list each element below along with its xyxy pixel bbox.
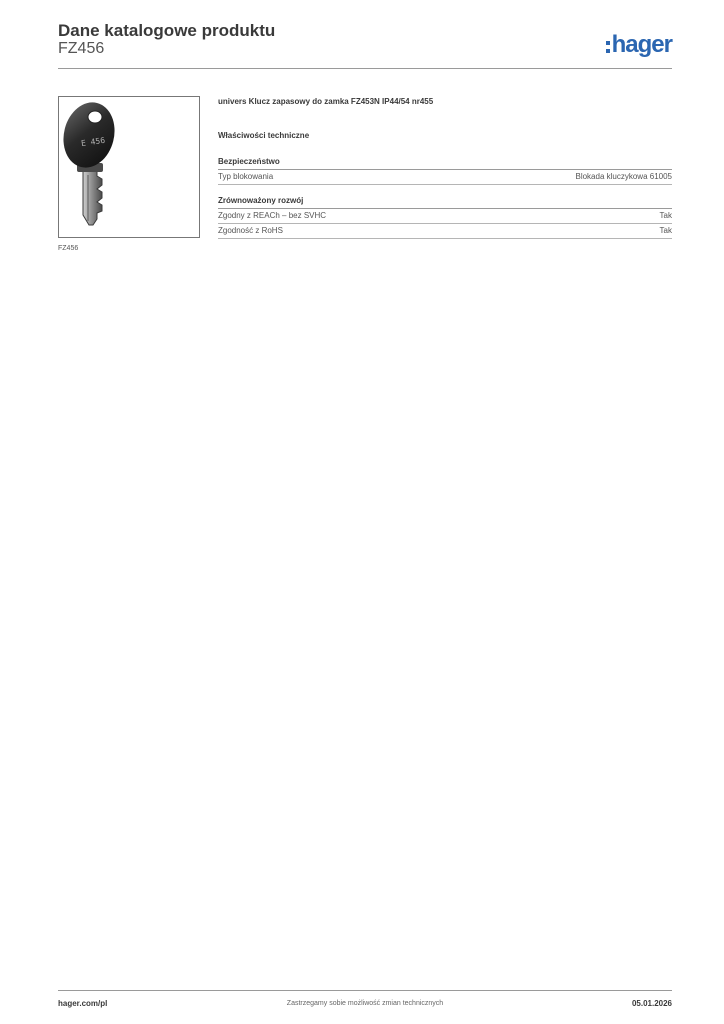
- spec-row: [218, 170, 672, 185]
- spec-value: Blokada kluczykowa 61005: [575, 172, 672, 181]
- product-image: [58, 96, 200, 238]
- product-details: [218, 96, 672, 239]
- section-title-technical: Właściwości techniczne: [218, 131, 310, 140]
- header-divider: [58, 68, 672, 69]
- footer-date: 05.01.2026: [631, 999, 672, 1008]
- footer-notice: Zastrzegamy sobie możliwość zmian technicznych: [286, 1000, 444, 1007]
- group-title-sustainability: Zrównoważony rozwój: [218, 195, 672, 209]
- logo-dots-icon: [606, 41, 610, 53]
- key-engraving: E 456: [80, 135, 106, 149]
- product-code: FZ456: [58, 40, 105, 57]
- page-header: [58, 21, 672, 69]
- document-title: Dane katalogowe produktu: [58, 21, 276, 40]
- spec-row: [218, 224, 672, 239]
- footer-divider: [58, 990, 672, 991]
- spec-value: Tak: [659, 211, 672, 220]
- hager-logo: [606, 30, 672, 60]
- spec-row: [218, 209, 672, 224]
- spec-label: Typ blokowania: [218, 172, 274, 181]
- page-footer: [58, 998, 672, 1010]
- footer-website-link[interactable]: hager.com/pl: [58, 999, 108, 1008]
- group-title-security: Bezpieczeństwo: [218, 156, 672, 170]
- image-caption: FZ456: [58, 245, 79, 252]
- spec-label: Zgodność z RoHS: [218, 226, 283, 235]
- key-icon: [59, 97, 199, 237]
- spec-value: Tak: [659, 226, 672, 235]
- product-description: univers Klucz zapasowy do zamka FZ453N IP44/54 nr455: [218, 97, 434, 106]
- logo-text: hager: [611, 31, 672, 58]
- spec-label: Zgodny z REACh – bez SVHC: [218, 211, 327, 220]
